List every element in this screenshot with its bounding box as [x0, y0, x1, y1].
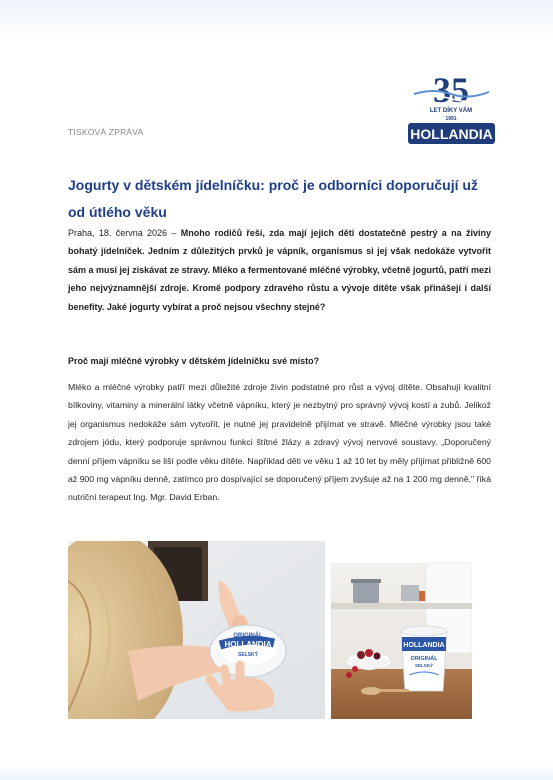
lead-text: Mnoho rodičů řeší, zda mají jejich děti dostatečně pestrý a na živiny bohatý jídelníček. Jedním z důležitých prvků je vápník, organismus si jej však nedokáže vytvořit sám a musí jej získávat ze stravy. Mléko a fermentované mléčné výrobky, včetně jogurtů, patří mezi jeho nejvýznamnější zdroje. Kromě podpory zdravého růstu a vývoje dítěte však přinášejí i další benefity. Jaké jogurty vybírat a proč nejsou všechny stejné?: [68, 228, 491, 312]
logo-brand: HOLLANDIA: [410, 126, 493, 142]
press-release-label: TISKOVÁ ZPRÁVA: [68, 127, 144, 137]
section-body: Mléko a mléčné výrobky patří mezi důležité zdroje živin podstatné pro růst a vývoj dítěte. Obsahují kvalitní bílkoviny, vitaminy a minerální látky včetně vápníku, který je nezbytný pro správný vývoj kostí a zubů. Jelikož jej organismus nedokáže sám vytvořit, je nutné jej pravidelně přijímat ve stravě. Mléčné výrobky jsou také zdrojem jódu, který podporuje správnou funkci štítné žlázy a zdravý vývoj nervové soustavy. „Doporučený denní příjem vápníku se liší podle věku dítěte. Například děti ve věku 1 až 10 let by měly přijímat přibližně 600 až 900 mg vápníku denně, zatímco pro dospívající se doporučený příjem zvyšuje až na 1 200 mg denně," říká nutriční terapeut Ing. Mgr. David Erban.: [68, 382, 491, 503]
cup-line2: SELSKÝ: [414, 663, 434, 668]
lid-line3: SELSKÝ: [237, 652, 259, 658]
lead-paragraph: [68, 224, 491, 316]
logo-tagline: LET DÍKY VÁM: [429, 108, 473, 114]
lid-line1: ORIGINÁL: [233, 633, 263, 639]
logo-year: 1991: [445, 116, 457, 122]
lead-dateline: Praha, 18. června 2026 –: [68, 228, 181, 238]
page-top-band: [0, 0, 553, 40]
child-with-yogurt-photo: [68, 541, 325, 719]
cup-line1: ORIGINÁL: [410, 656, 438, 662]
article-title: Jogurty v dětském jídelníčku: proč je odborníci doporučují už od útlého věku: [68, 177, 478, 220]
page-bottom-band: [0, 762, 553, 780]
lid-line2: HOLLANDIA: [224, 640, 272, 649]
section-heading: Proč mají mléčné výrobky v dětském jídelníčku své místo?: [68, 356, 320, 366]
yogurt-cup-photo: [331, 541, 472, 719]
cup-brand: HOLLANDIA: [403, 642, 445, 649]
svg-text:35: 35: [433, 70, 469, 110]
hollandia-35-logo: [404, 68, 499, 146]
